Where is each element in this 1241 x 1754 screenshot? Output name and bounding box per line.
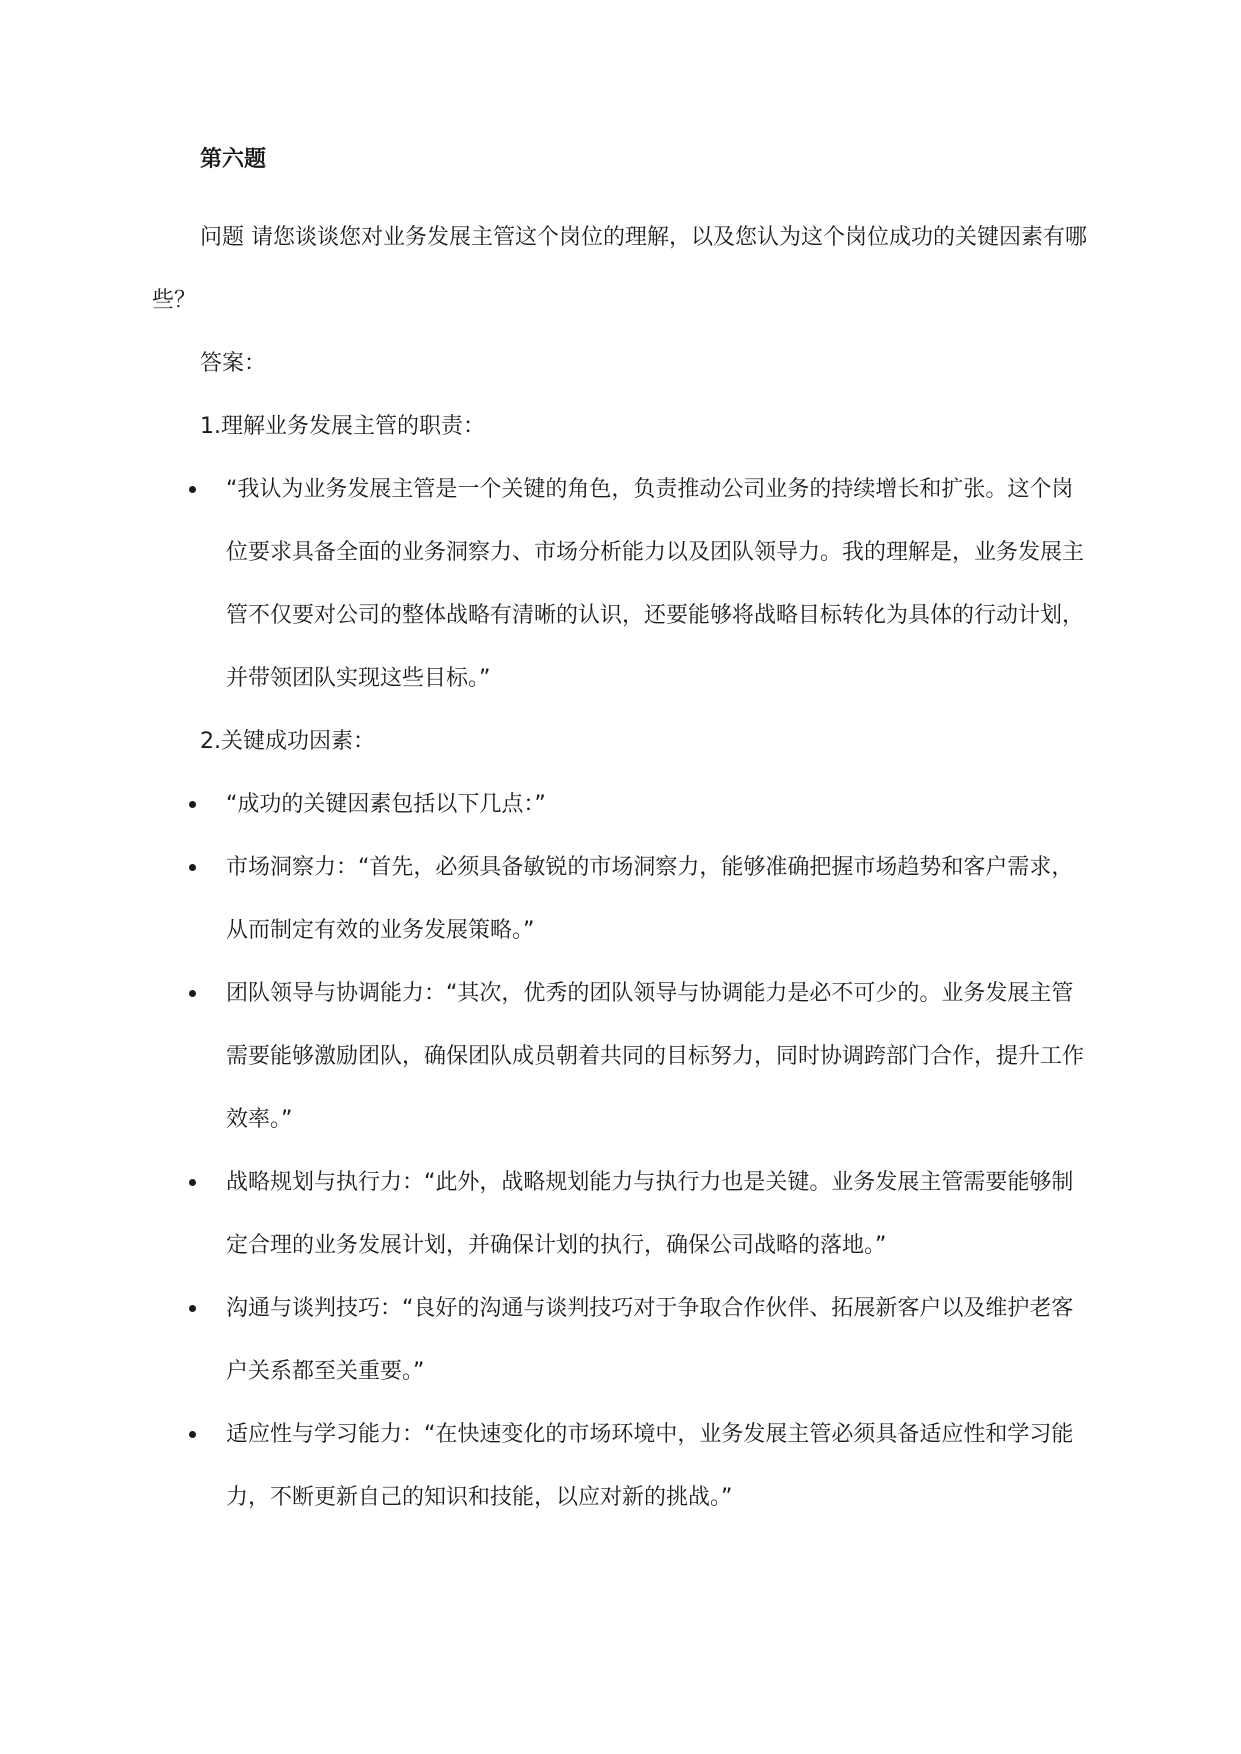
section-1-list: [152, 458, 1092, 710]
question-text: 问题 请您谈谈您对业务发展主管这个岗位的理解，以及您认为这个岗位成功的关键因素有哪些？: [152, 225, 1087, 313]
list-item: [152, 962, 1092, 1151]
list-item: [152, 1403, 1092, 1529]
question-heading: 第六题: [200, 147, 267, 172]
section-2-title: 2.关键成功因素：: [200, 729, 375, 754]
bullet-icon: [189, 990, 196, 997]
list-item: [152, 836, 1092, 962]
list-item-text: 沟通与谈判技巧：“良好的沟通与谈判技巧对于争取合作伙伴、拓展新客户以及维护老客户关系都至关重要。”: [226, 1296, 1074, 1384]
list-item-text: 战略规划与执行力：“此外，战略规划能力与执行力也是关键。业务发展主管需要能够制定合理的业务发展计划，并确保计划的执行，确保公司战略的落地。”: [226, 1170, 1074, 1258]
list-item-text: 适应性与学习能力：“在快速变化的市场环境中，业务发展主管必须具备适应性和学习能力，不断更新自己的知识和技能，以应对新的挑战。”: [226, 1422, 1074, 1510]
list-item-text: 市场洞察力：“首先，必须具备敏锐的市场洞察力，能够准确把握市场趋势和客户需求，从而制定有效的业务发展策略。”: [226, 855, 1074, 943]
section-2-list: [152, 773, 1092, 1529]
list-item: [152, 458, 1092, 710]
bullet-icon: [189, 864, 196, 871]
list-item: [152, 773, 1092, 836]
list-item-text: “成功的关键因素包括以下几点：”: [226, 792, 546, 817]
document-body: [152, 143, 1092, 1529]
list-item-text: 团队领导与协调能力：“其次，优秀的团队领导与协调能力是必不可少的。业务发展主管需要能够激励团队，确保团队成员朝着共同的目标努力，同时协调跨部门合作，提升工作效率。”: [226, 981, 1085, 1132]
bullet-icon: [189, 486, 196, 493]
list-item-text: “我认为业务发展主管是一个关键的角色，负责推动公司业务的持续增长和扩张。这个岗位要求具备全面的业务洞察力、市场分析能力以及团队领导力。我的理解是，业务发展主管不仅要对公司的整体战略有清晰的认识，还要能够将战略目标转化为具体的行动计划，并带领团队实现这些目标。”: [226, 477, 1085, 691]
bullet-icon: [189, 801, 196, 808]
bullet-icon: [189, 1305, 196, 1312]
bullet-icon: [189, 1179, 196, 1186]
answer-label: 答案：: [200, 351, 267, 376]
list-item: [152, 1277, 1092, 1403]
bullet-icon: [189, 1431, 196, 1438]
section-1-title: 1.理解业务发展主管的职责：: [200, 414, 485, 439]
list-item: [152, 1151, 1092, 1277]
